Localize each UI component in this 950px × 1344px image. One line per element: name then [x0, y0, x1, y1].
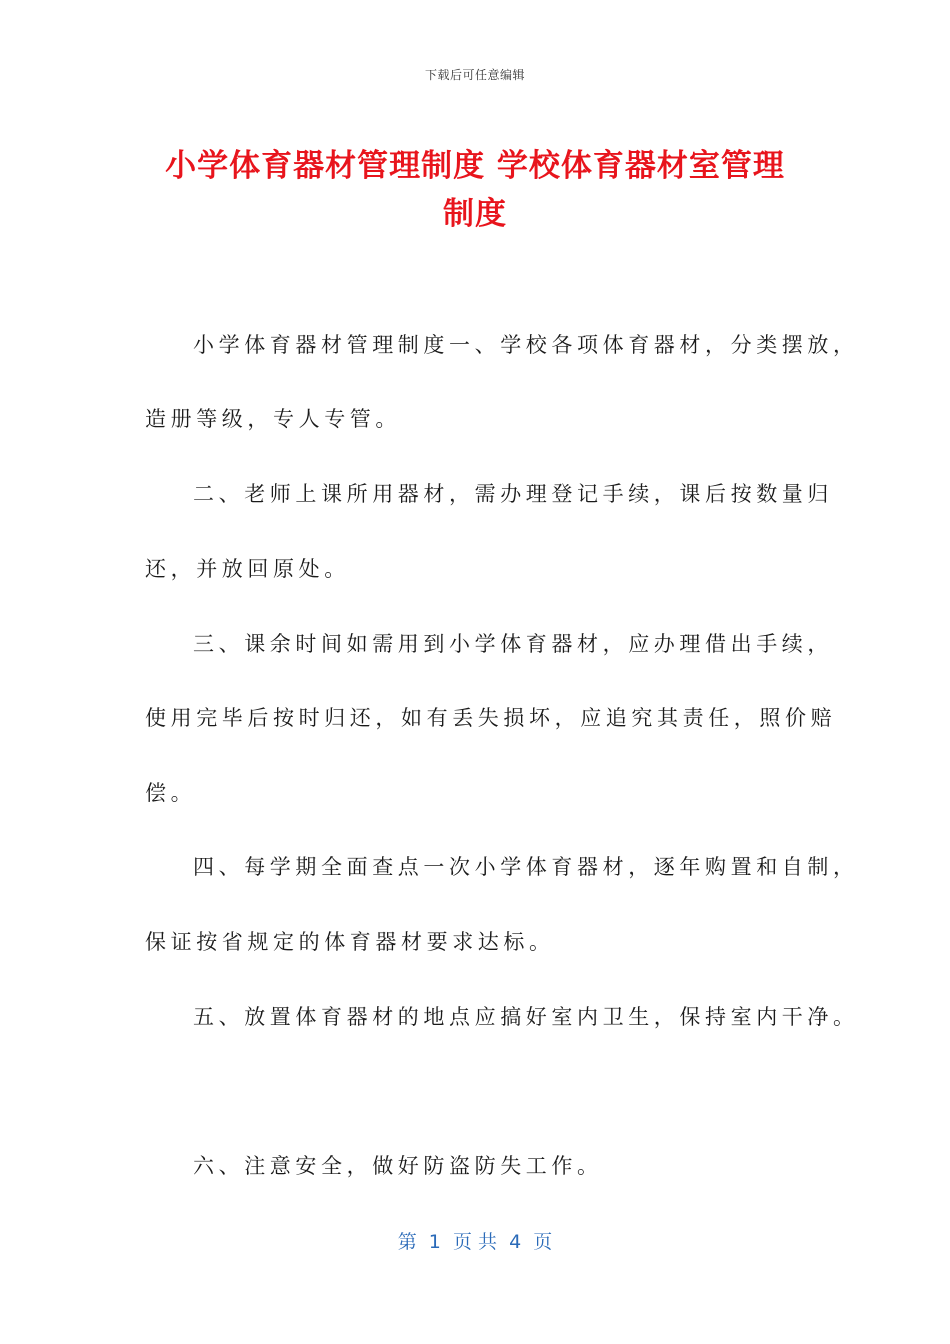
paragraph-1-line-2: 造册等级，专人专管。 [145, 407, 401, 431]
header-note: 下载后可任意编辑 [424, 68, 525, 82]
paragraph-5-line-1: 五、放置体育器材的地点应搞好室内卫生，保持室内干净。 [193, 1005, 859, 1029]
document-title-line-2: 制度 [443, 196, 507, 232]
page-number-footer: 第 1 页 共 4 页 [397, 1231, 553, 1253]
paragraph-6-line-1: 六、注意安全，做好防盗防失工作。 [193, 1154, 603, 1178]
paragraph-3-line-2: 使用完毕后按时归还，如有丢失损坏，应追究其责任，照价赔 [145, 706, 837, 730]
paragraph-4-line-2: 保证按省规定的体育器材要求达标。 [145, 930, 555, 954]
document-title [120, 142, 830, 238]
paragraph-3-line-1: 三、课余时间如需用到小学体育器材，应办理借出手续， [193, 632, 833, 656]
paragraph-2-line-2: 还，并放回原处。 [145, 557, 350, 581]
paragraph-4-line-1: 四、每学期全面查点一次小学体育器材，逐年购置和自制， [193, 855, 859, 879]
paragraph-1-line-1: 小学体育器材管理制度一、学校各项体育器材，分类摆放， [193, 333, 859, 357]
paragraph-3-line-3: 偿。 [145, 781, 197, 805]
paragraph-2-line-1: 二、老师上课所用器材，需办理登记手续，课后按数量归 [193, 482, 833, 506]
document-title-line-1: 小学体育器材管理制度 学校体育器材室管理 [165, 148, 785, 184]
